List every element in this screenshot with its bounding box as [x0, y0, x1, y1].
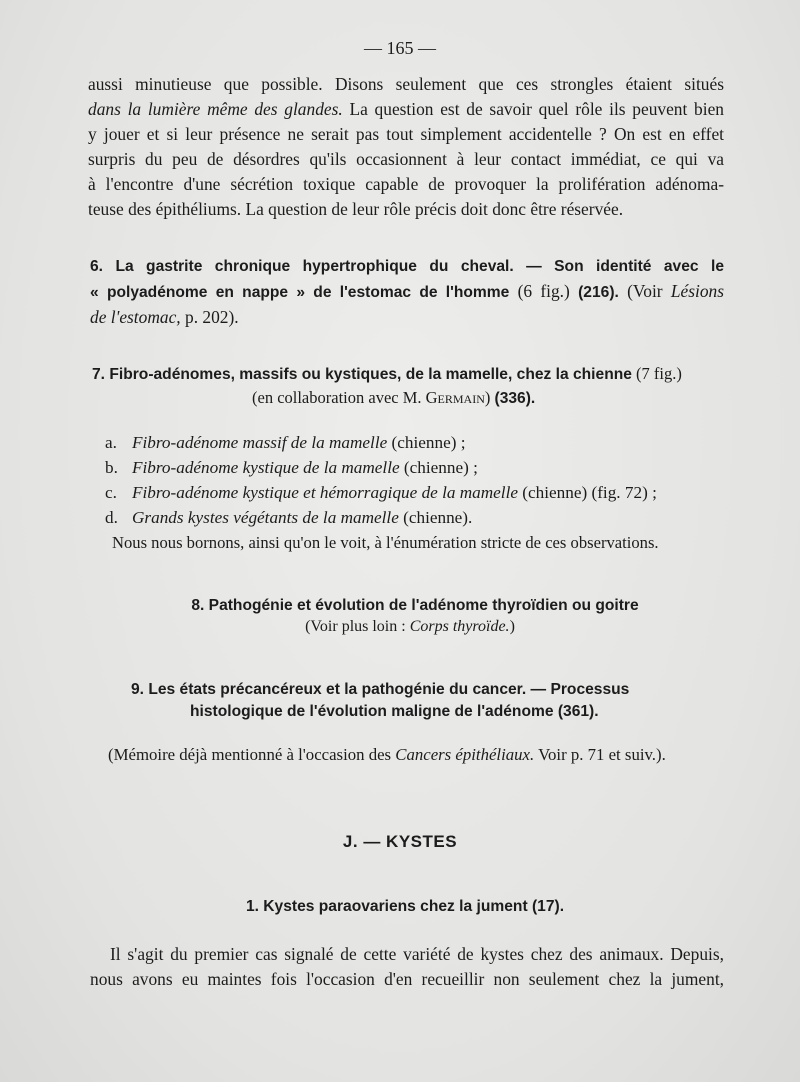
list-item-rest: (chienne).: [398, 508, 473, 527]
section-7-ref: (336).: [494, 390, 536, 407]
list-item-label: b.: [105, 458, 118, 477]
chapter-title: J. — KYSTES: [342, 832, 458, 851]
section-9-memo-italic: Cancers épithéliaux.: [395, 745, 535, 764]
section-6-voir: (Voir: [618, 281, 671, 301]
section-8-voir: (Voir plus loin :: [305, 618, 410, 635]
chapter-paragraph-cont: [90, 967, 724, 992]
intro-line: y jouer et si leur présence ne serait pas tout simplement accidentelle ? On est en effet: [88, 124, 724, 144]
chapter-subtitle: [0, 893, 800, 919]
section-8-subtitle: [0, 614, 800, 639]
section-6-title-bold: « polyadénome en nappe » de l'estomac de l'homme: [90, 284, 510, 301]
intro-line-rest: La question est de savoir quel rôle ils peuvent bien: [342, 99, 725, 119]
section-6-fig: (6 fig.): [509, 281, 579, 301]
chapter-subtitle-text: 1. Kystes paraovariens chez la jument (17).: [245, 898, 565, 915]
section-9-title-line2: [190, 698, 599, 724]
list-item-label: d.: [105, 508, 118, 527]
section-6-page: p. 202).: [180, 307, 239, 327]
section-9-memo-a: (Mémoire déjà mentionné à l'occasion des: [108, 745, 396, 764]
chapter-paragraph: [110, 942, 724, 967]
list-item-rest: (chienne) ;: [399, 458, 478, 477]
section-7-title-line1: [92, 361, 724, 387]
section-7-fig: (7 fig.): [631, 364, 682, 383]
intro-line: [88, 97, 724, 122]
list-item-label: a.: [105, 433, 117, 452]
section-6-voir-italic: Lésions: [670, 281, 725, 301]
section-8-title-text: 8. Pathogénie et évolution de l'adénome thyroïdien ou goitre: [191, 597, 639, 614]
page-number: — 165 —: [364, 38, 436, 58]
section-9-memo: [108, 742, 666, 767]
list-item-rest: (chienne) (fig. 72) ;: [517, 483, 657, 502]
list-item-italic: Fibro-adénome kystique de la mamelle: [132, 458, 400, 477]
list-item-rest: (chienne) ;: [387, 433, 466, 452]
list-item: [105, 430, 466, 455]
list-item: [105, 455, 478, 480]
section-7-author: Germain: [425, 388, 485, 407]
section-7-closing: Nous nous bornons, ainsi qu'on le voit, à l'énumération stricte de ces observations.: [112, 533, 659, 552]
chapter-line: nous avons eu maintes fois l'occasion d'en recueillir non seulement chez la jument,: [90, 969, 724, 989]
section-6-title-line3: [90, 305, 724, 330]
list-item-italic: Fibro-adénome kystique et hémorragique de la mamelle: [132, 483, 518, 502]
list-item: [105, 505, 472, 530]
section-6-italic: de l'estomac,: [90, 307, 181, 327]
section-6-ref: (216).: [578, 284, 619, 301]
section-6-title-line1: [90, 254, 724, 279]
list-item-label: c.: [105, 483, 117, 502]
intro-line: aussi minutieuse que possible. Disons seulement que ces strongles étaient situés: [88, 74, 724, 94]
intro-line: teuse des épithéliums. La question de leur rôle précis doit donc être réservée.: [88, 199, 624, 219]
section-9-title-text: 9. Les états précancéreux et la pathogénie du cancer. — Processus: [131, 681, 630, 698]
section-6-number: 6.: [90, 258, 104, 275]
section-6-title-text: La gastrite chronique hypertrophique du cheval. — Son identité avec le: [115, 258, 724, 275]
intro-line: surpris du peu de désordres qu'ils occasionnent à leur contact immédiat, ce qui va: [88, 149, 724, 169]
section-8-italic: Corps thyroïde.: [409, 618, 510, 635]
section-9-memo-b: Voir p. 71 et suiv.).: [534, 745, 666, 764]
section-9-title-text2: histologique de l'évolution maligne de l'adénome (361).: [190, 703, 599, 720]
section-7-collab-close: ): [484, 388, 495, 407]
section-7-title-line2: [252, 385, 535, 411]
section-6: [90, 254, 724, 330]
section-7-collab: (en collaboration avec M.: [252, 388, 426, 407]
intro-italic: dans la lumière même des glandes.: [88, 99, 343, 119]
list-item: [105, 480, 657, 505]
section-8-close: ): [509, 618, 515, 635]
section-7-title: 7. Fibro-adénomes, massifs ou kystiques, de la mamelle, chez la chienne: [92, 366, 632, 383]
list-item-italic: Fibro-adénome massif de la mamelle: [132, 433, 388, 452]
list-item-italic: Grands kystes végétants de la mamelle: [132, 508, 399, 527]
intro-paragraph: [88, 72, 724, 222]
chapter-line: Il s'agit du premier cas signalé de cette variété de kystes chez des animaux. Depuis,: [110, 944, 724, 964]
intro-line: à l'encontre d'une sécrétion toxique capable de provoquer la prolifération adénoma-: [88, 174, 724, 194]
section-6-title-line2: [90, 279, 724, 305]
